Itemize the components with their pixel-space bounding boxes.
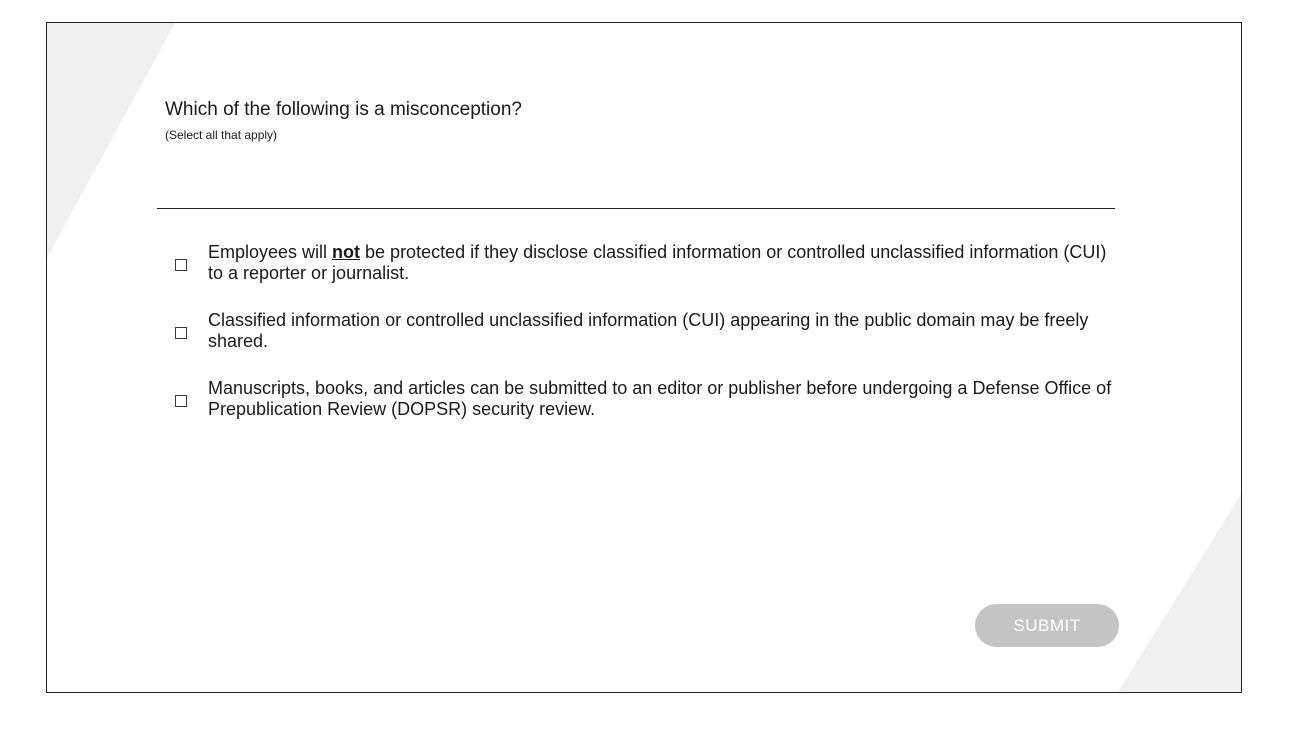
answer-option-1-emphasis: not: [332, 242, 361, 262]
divider-line: [157, 208, 1115, 209]
submit-button[interactable]: SUBMIT: [975, 604, 1119, 647]
answer-option-3-checkbox[interactable]: [175, 395, 187, 407]
question-text: Which of the following is a misconception?: [165, 99, 522, 120]
answer-option-2-checkbox[interactable]: [175, 327, 187, 339]
answer-option-3[interactable]: [175, 378, 1115, 420]
answer-options: [175, 242, 1115, 446]
answer-option-1-text-start: Employees will: [208, 242, 333, 262]
quiz-slide: [46, 22, 1242, 693]
answer-option-1-checkbox[interactable]: [175, 259, 187, 271]
question-instruction: (Select all that apply): [165, 128, 278, 142]
answer-option-1-text-end: be protected if they disclose classified information or controlled unclassified information (CUI) to a reporter or journalist.: [208, 242, 1107, 283]
top-left-decoration-triangle: [47, 23, 175, 258]
answer-option-2-text: Classified information or controlled unclassified information (CUI) appearing in the public domain may be freely shared.: [208, 310, 1089, 351]
answer-option-1[interactable]: [175, 242, 1115, 284]
bottom-right-decoration-triangle: [1117, 491, 1242, 693]
answer-option-2[interactable]: [175, 310, 1115, 352]
answer-option-3-text: Manuscripts, books, and articles can be submitted to an editor or publisher before undergoing a Defense Office of Prepublication Review (DOPSR) security review.: [208, 378, 1112, 419]
answer-option-1-text: [208, 242, 1115, 284]
